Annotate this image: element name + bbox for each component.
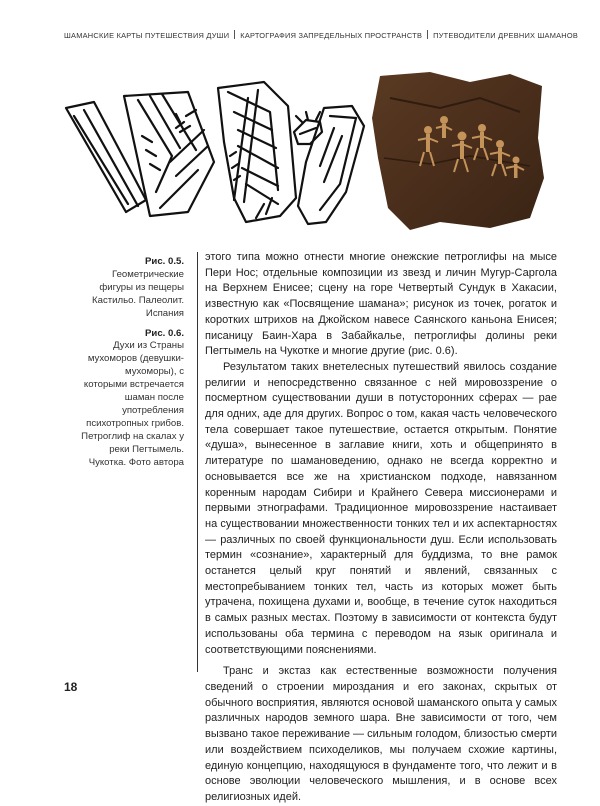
running-header [64, 30, 584, 40]
header-item-3: ПУТЕВОДИТЕЛИ ДРЕВНИХ ШАМАНОВ [433, 31, 579, 40]
petroglyph-photo [370, 68, 545, 233]
caption-fig-0-6 [80, 328, 184, 470]
header-separator [427, 30, 428, 39]
header-separator [234, 30, 235, 39]
caption-fig-0-5 [80, 256, 184, 321]
figure-geometric-cave-drawings [58, 72, 368, 237]
page-number: 18 [64, 680, 78, 694]
header-item-1: ШАМАНСКИЕ КАРТЫ ПУТЕШЕСТВИЯ ДУШИ [64, 31, 230, 40]
caption-title: Рис. 0.5. [145, 256, 184, 267]
header-item-2: КАРТОГРАФИЯ ЗАПРЕДЕЛЬНЫХ ПРОСТРАНСТВ [240, 31, 423, 40]
caption-text: Духи из Страны мухоморов (девушки-мухоморы), с которыми встречается шаман после употребления психотропных грибов. Петроглиф на скалах у реки Пегтымель. Чукотка. Фото автора [81, 340, 184, 468]
paragraph: Транс и экстаз как естественные возможности получения сведений о строении мироздания и его законах, скрытых от обычного восприятия, являются основой шаманского опыта у самых различных народов земного шара. Вне зависимости от того, чем вызвано такое переживание — сильным голодом, близостью смерти или воздействием психоделиков, мы получаем схожие картины, единую концепцию, находящуюся в фундаменте того, что лежит и в основе эволюции человеческого мышления, и в основе всех религиозных идей. [205, 665, 558, 803]
figure-captions [80, 256, 184, 477]
caption-title: Рис. 0.6. [145, 327, 184, 339]
paragraph: этого типа можно отнести многие онежские петроглифы на мысе Пери Нос; отдельные композиции из звезд и личин Мугур-Саргола на Верхнем Енисее; сцену на горе Четвертый Сундук в Хакасии, известную как «Посвящение шамана»; рисунок из точек, рогаток и коротких штрихов на Джойском навесе Саянского каньона Енисея; писаницу Баин-Хара в Забайкалье, петроглифы долины реки Пегтымель на Чукотке и многие другие (рис. 0.6). [205, 251, 557, 358]
caption-text: Геометрические фигуры из пещеры Кастильо. Палеолит. Испания [92, 268, 184, 319]
caption-divider [197, 252, 198, 672]
main-text [205, 250, 557, 806]
paragraph: Результатом таких внетелесных путешествий явилось создание религии и непосредственно связанное с ней мировоззрение о посмертном существовании души в потусторонних сферах — рае для одних, аде для других. Вопрос о том, какая часть человеческого тела совершает такое путешествие, остается открытым. Понятие «душа», вынесенное в заглавие книги, хоть и общепринято в литературе по шамановедению, однако не всегда корректно и основывается все же на христианском подходе, навязанном коренным народам Сибири и Крайнего Севера миссионерами и первыми этнографами. Традиционное мировоззрение настаивает на существовании множественности тонких тел и их аспектарностях — различных по своей функциональности душ. Если использовать термин «сознание», характерный для буддизма, то вне рамок останется целый круг понятий и явлений, связанных с местопребыванием тонких тел, часть из которых может быть утрачена, похищена духами и, вообще, в течение суток находиться в самых разных местах. Поэтому в зависимости от контекста будут использованы оба термина с переводом на язык оригинала и соответствующими пояснениями. [205, 360, 557, 656]
